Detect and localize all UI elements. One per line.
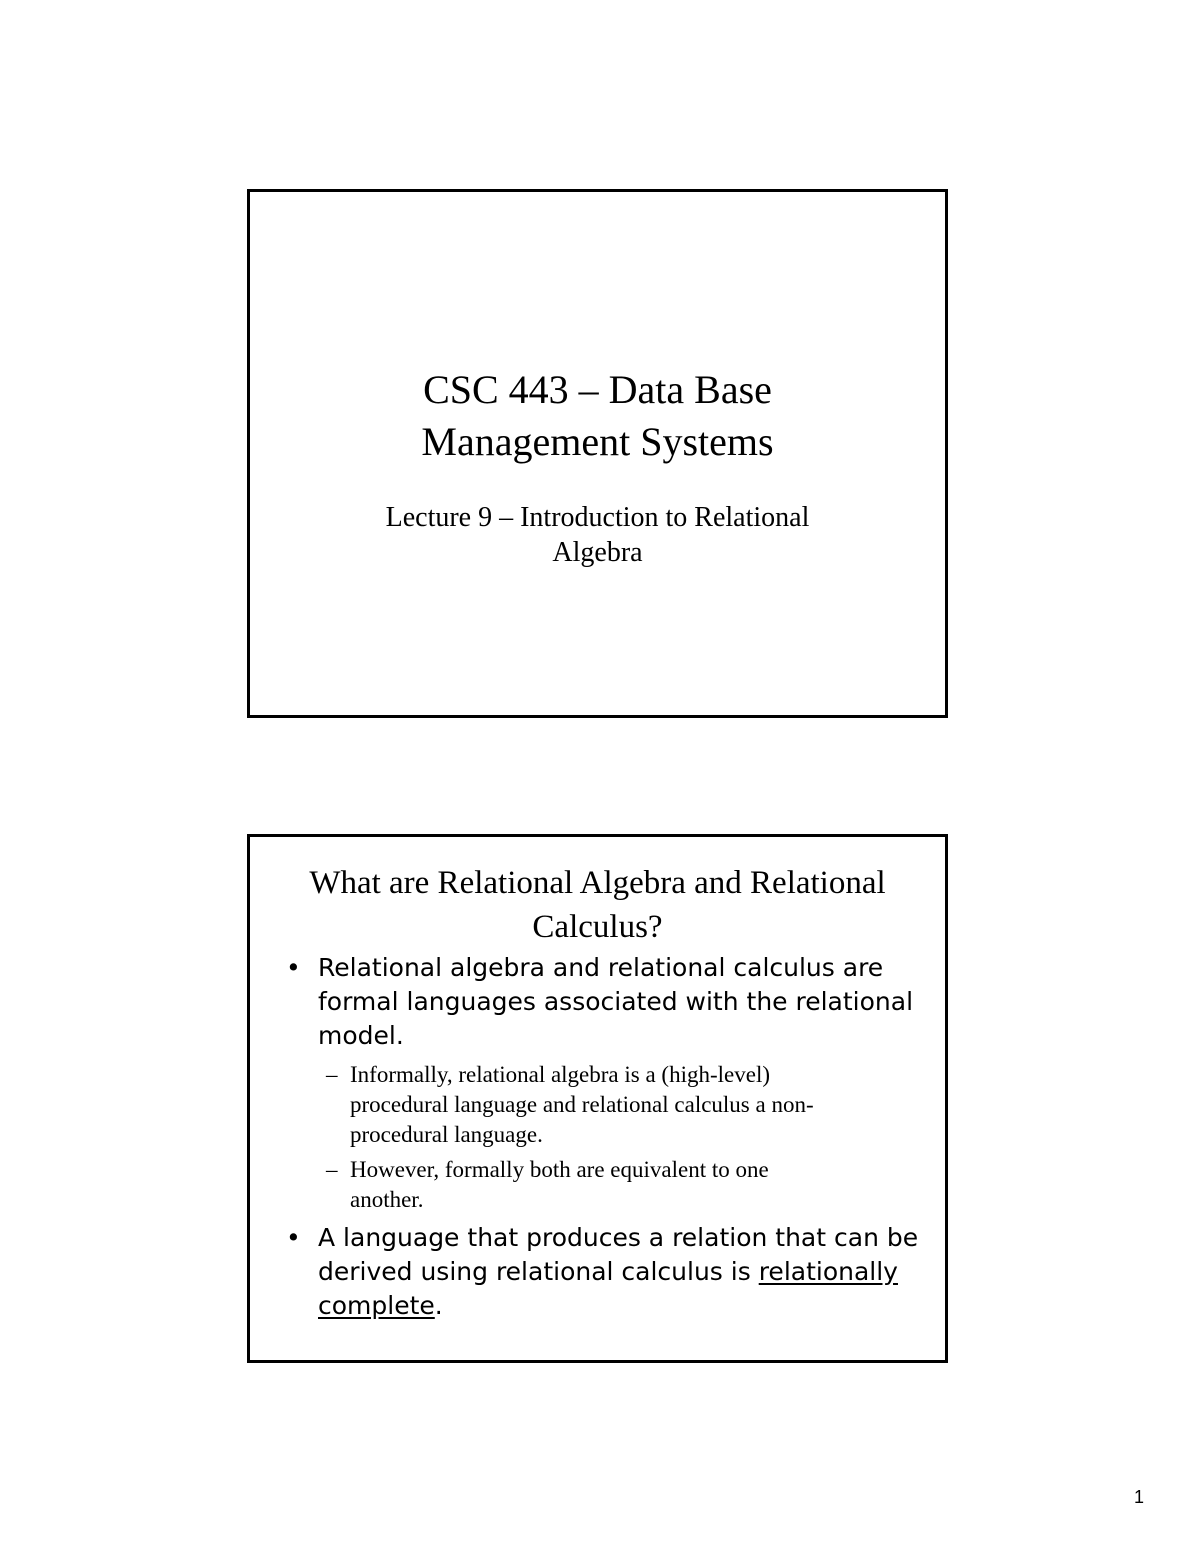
- dash-marker: –: [326, 1157, 338, 1182]
- bullet-text-line: formal languages associated with the relational: [318, 987, 914, 1016]
- slide-2: [247, 834, 948, 1363]
- sub-text-line: procedural language.: [350, 1122, 543, 1147]
- underlined-term: relationally: [758, 1257, 898, 1286]
- bullet-text-line: Relational algebra and relational calculus are: [318, 953, 884, 982]
- bullet-text-fragment: derived using relational calculus is: [318, 1257, 759, 1286]
- dash-marker: –: [326, 1062, 338, 1087]
- sub-point-1: [326, 1060, 926, 1150]
- slide-1-subtitle-line: Algebra: [552, 537, 643, 568]
- slide-1-title: [250, 364, 945, 468]
- sub-text-line: procedural language and relational calculus a non-: [350, 1092, 814, 1117]
- bullet-text-line: [286, 1255, 926, 1289]
- slide-1-title-line: Management Systems: [421, 419, 774, 464]
- slide-2-title-line: Calculus?: [532, 909, 663, 945]
- sub-point-2: [326, 1155, 926, 1215]
- sub-text-line: Informally, relational algebra is a (high-level): [350, 1062, 770, 1087]
- slide-1-title-line: CSC 443 – Data Base: [423, 367, 772, 412]
- slide-1: [247, 189, 948, 718]
- bullet-text-line: A language that produces a relation that can be: [318, 1223, 919, 1252]
- sub-text-line: another.: [350, 1187, 424, 1212]
- page-number: 1: [1134, 1487, 1145, 1507]
- bullet-text-line: model.: [318, 1021, 404, 1050]
- sub-text-line: However, formally both are equivalent to one: [350, 1157, 769, 1182]
- bullet-point-1: [286, 951, 926, 1053]
- bullet-marker: •: [286, 953, 301, 982]
- bullet-text-fragment: .: [434, 1291, 443, 1320]
- slide-2-title-line: What are Relational Algebra and Relational: [309, 865, 886, 901]
- underlined-term: complete: [318, 1291, 435, 1320]
- bullet-text-line: [286, 1289, 926, 1323]
- bullet-point-2: [286, 1221, 926, 1323]
- slide-1-subtitle: [250, 500, 945, 570]
- bullet-marker: •: [286, 1223, 301, 1252]
- slide-1-subtitle-line: Lecture 9 – Introduction to Relational: [385, 502, 810, 533]
- slide-2-title: [250, 861, 945, 949]
